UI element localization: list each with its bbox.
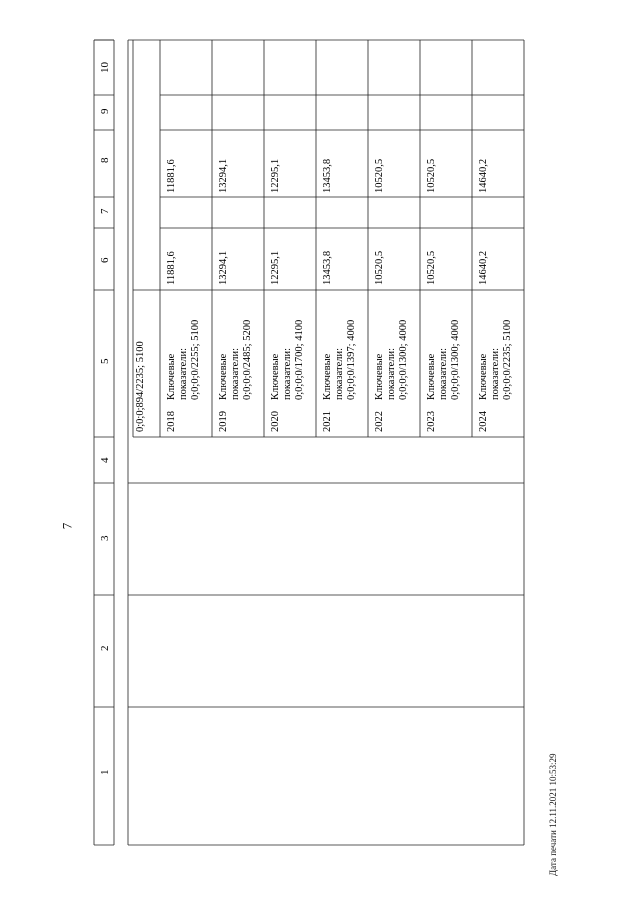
year-cell: 2018 (166, 411, 177, 432)
description-line: Ключевые (218, 353, 229, 400)
description-line: показатели: (438, 347, 449, 400)
page-number: 7 (59, 522, 75, 530)
description-line: показатели: (334, 347, 345, 400)
print-date: Дата печати 12.11.2021 10:53:29 (548, 753, 558, 876)
description-line: показатели: (230, 347, 241, 400)
description-line: Ключевые (270, 353, 281, 400)
value-col8: 11881,6 (166, 159, 177, 193)
column-header-labels (99, 62, 111, 776)
year-cell: 2022 (374, 411, 385, 432)
value-col6: 13294,1 (218, 250, 229, 285)
value-col8: 14640,2 (478, 158, 489, 193)
value-col8: 13294,1 (218, 158, 229, 193)
description-line: Ключевые (166, 353, 177, 400)
description-line: 0;0;0;0/1300; 4000 (398, 319, 409, 400)
description-line: Ключевые (478, 353, 489, 400)
description-line: Ключевые (426, 353, 437, 400)
value-col6: 11881,6 (166, 251, 177, 285)
table-rows (166, 159, 513, 432)
table-row (426, 159, 461, 432)
value-col8: 13453,8 (322, 158, 333, 193)
table-row (322, 159, 357, 432)
table-row (478, 159, 513, 432)
description-line: 0;0;0;0/1300; 4000 (450, 319, 461, 400)
year-cell: 2024 (478, 411, 489, 432)
table-row (270, 159, 305, 432)
value-col8: 10520,5 (426, 158, 437, 193)
description-line: показатели: (282, 347, 293, 400)
value-col8: 10520,5 (374, 158, 385, 193)
value-col8: 12295,1 (270, 158, 281, 193)
table-row (218, 159, 253, 432)
description-line: 0;0;0;0/2255; 5100 (190, 319, 201, 400)
year-cell: 2023 (426, 411, 437, 432)
description-line: 0;0;0;0/2235; 5100 (502, 319, 513, 400)
description-line: 0;0;0;0/1397; 4000 (346, 319, 357, 400)
year-cell: 2021 (322, 411, 333, 432)
value-col6: 12295,1 (270, 250, 281, 285)
col-header-6: 6 (99, 257, 111, 263)
col-header-4: 4 (99, 457, 111, 463)
col-header-8: 8 (99, 157, 111, 163)
col-header-9: 9 (99, 108, 111, 114)
value-col6: 14640,2 (478, 250, 489, 285)
description-line: показатели: (386, 347, 397, 400)
description-line: показатели: (490, 347, 501, 400)
value-col6: 10520,5 (374, 250, 385, 285)
col-header-5: 5 (99, 358, 111, 364)
year-cell: 2019 (218, 411, 229, 432)
year-cell: 2020 (270, 411, 281, 432)
description-line: 0;0;0;0/1700; 4100 (294, 319, 305, 400)
table-row (166, 159, 201, 432)
description-line: Ключевые (322, 353, 333, 400)
description-line: 0;0;0;0/2485; 5200 (242, 319, 253, 400)
value-col6: 13453,8 (322, 250, 333, 285)
value-col6: 10520,5 (426, 250, 437, 285)
col-header-2: 2 (99, 645, 111, 651)
description-line: показатели: (178, 347, 189, 400)
description-line: Ключевые (374, 353, 385, 400)
col-header-1: 1 (99, 769, 111, 775)
col-header-3: 3 (99, 535, 111, 541)
continuation-cell: 0;0;0;894/2235; 5100 (135, 341, 146, 432)
col-header-7: 7 (99, 208, 111, 214)
col-header-10: 10 (99, 62, 111, 73)
table-row (374, 159, 409, 432)
